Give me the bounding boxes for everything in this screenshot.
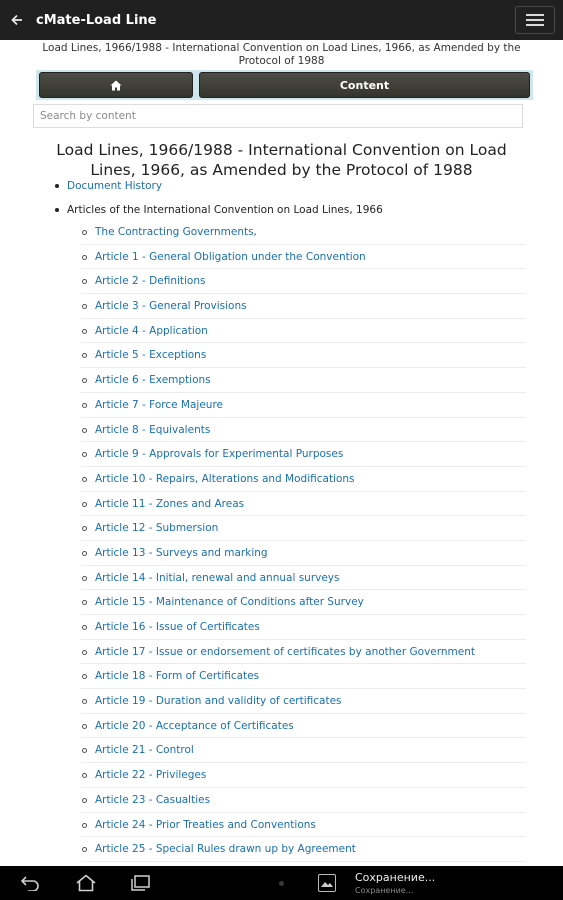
list-item [81, 516, 526, 541]
nav-back-icon[interactable] [18, 872, 42, 894]
list-item [81, 738, 526, 763]
table-of-contents [54, 178, 526, 887]
list-item [81, 368, 526, 393]
list-item [54, 178, 526, 202]
document-history-link[interactable]: Document History [67, 180, 163, 192]
article-link[interactable]: Article 13 - Surveys and marking [95, 546, 268, 559]
list-item [81, 442, 526, 467]
article-link[interactable]: Article 5 - Exceptions [95, 349, 207, 362]
button-bar [36, 70, 533, 100]
list-item [81, 640, 526, 665]
list-item [81, 813, 526, 838]
article-link[interactable]: Article 14 - Initial, renewal and annual surveys [95, 571, 340, 584]
list-item [81, 566, 526, 591]
list-item [81, 590, 526, 615]
list-item [81, 294, 526, 319]
list-item [81, 319, 526, 344]
list-item [81, 343, 526, 368]
article-link[interactable]: Article 7 - Force Majeure [95, 398, 223, 411]
article-link[interactable]: Article 22 - Privileges [95, 769, 207, 782]
action-bar [0, 0, 563, 40]
article-link[interactable]: Article 11 - Zones and Areas [95, 497, 245, 510]
notification-subtitle: Сохранение... [355, 886, 414, 895]
list-item [81, 467, 526, 492]
list-item [81, 245, 526, 270]
nav-indicator-dot [279, 881, 284, 886]
list-item [81, 541, 526, 566]
articles-heading: Articles of the International Convention on Load Lines, 1966 [67, 204, 383, 216]
hamburger-menu-icon[interactable] [515, 6, 555, 34]
image-icon[interactable] [318, 874, 336, 892]
list-item [81, 714, 526, 739]
article-link[interactable]: Article 4 - Application [95, 324, 208, 337]
search-input[interactable] [33, 104, 523, 128]
article-link[interactable]: Article 12 - Submersion [95, 522, 219, 535]
article-link[interactable]: Article 9 - Approvals for Experimental Purposes [95, 448, 344, 461]
article-link[interactable]: Article 10 - Repairs, Alterations and Modifications [95, 472, 355, 485]
app-title: cMate-Load Line [36, 12, 157, 28]
article-link[interactable]: Article 25 - Special Rules drawn up by Agreement [95, 843, 356, 856]
back-arrow-icon[interactable] [0, 0, 34, 40]
list-item [81, 689, 526, 714]
article-link[interactable]: The Contracting Governments, [95, 226, 257, 238]
article-link[interactable]: Article 2 - Definitions [95, 275, 206, 288]
home-button[interactable] [39, 72, 193, 98]
list-item [81, 788, 526, 813]
articles-list [81, 220, 526, 887]
list-item [81, 492, 526, 517]
article-link[interactable]: Article 1 - General Obligation under the Convention [95, 250, 366, 263]
article-link[interactable]: Article 17 - Issue or endorsement of certificates by another Government [95, 645, 476, 658]
document-subtitle: Load Lines, 1966/1988 - International Convention on Load Lines, 1966, as Amended by the Protocol of 1988 [42, 42, 521, 67]
article-link[interactable]: Article 15 - Maintenance of Conditions after Survey [95, 596, 364, 609]
nav-home-icon[interactable] [74, 872, 98, 894]
list-item [54, 202, 526, 219]
article-link[interactable]: Article 24 - Prior Treaties and Conventions [95, 818, 316, 831]
article-link[interactable]: Article 8 - Equivalents [95, 423, 211, 436]
article-link[interactable]: Article 19 - Duration and validity of certificates [95, 695, 342, 708]
article-link[interactable]: Article 16 - Issue of Certificates [95, 621, 260, 633]
list-item [81, 763, 526, 788]
nav-recents-icon[interactable] [128, 872, 152, 894]
system-navigation-bar [0, 866, 563, 900]
article-link[interactable]: Article 21 - Control [95, 744, 194, 757]
content-button[interactable]: Content [199, 72, 530, 98]
article-link[interactable]: Article 3 - General Provisions [95, 300, 247, 313]
home-icon [110, 80, 122, 91]
notification-title[interactable]: Сохранение... [355, 871, 436, 884]
article-link[interactable]: Article 18 - Form of Certificates [95, 670, 260, 683]
list-item [81, 393, 526, 418]
list-item [81, 615, 526, 640]
list-item [81, 837, 526, 862]
document-title: Load Lines, 1966/1988 - International Convention on Load Lines, 1966, as Amended by the Protocol of 1988 [56, 141, 507, 179]
list-item [81, 269, 526, 294]
list-item [81, 418, 526, 443]
article-link[interactable]: Article 20 - Acceptance of Certificates [95, 719, 294, 732]
list-item [81, 220, 526, 245]
list-item [81, 664, 526, 689]
article-link[interactable]: Article 23 - Casualties [95, 793, 211, 806]
article-link[interactable]: Article 6 - Exemptions [95, 374, 211, 387]
